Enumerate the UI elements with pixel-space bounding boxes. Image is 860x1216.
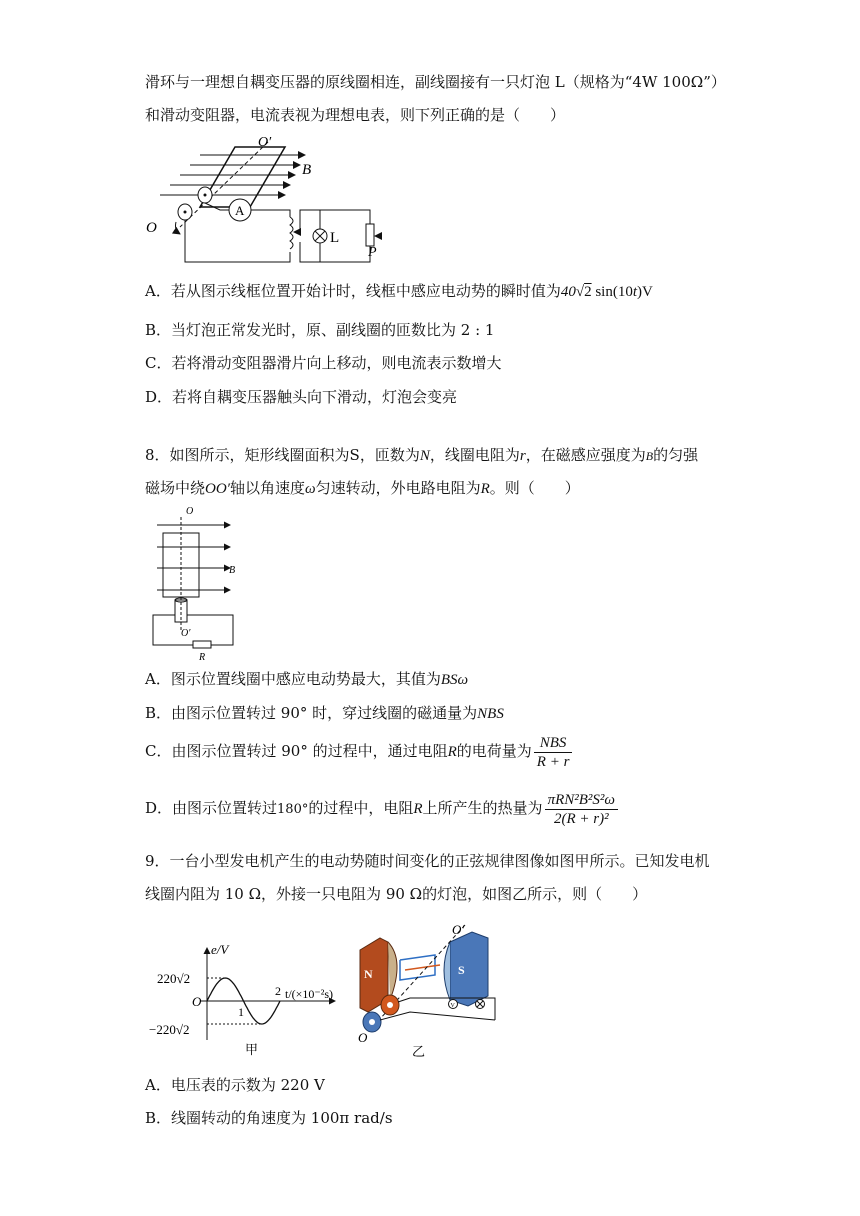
- q7-option-a[interactable]: A．若从图示线框位置开始计时，线框中感应电动势的瞬时值为40√2 sin(10t)V: [145, 282, 653, 300]
- q8-option-c-text: C．由图示位置转过 90° 的过程中，通过电阻: [145, 742, 448, 760]
- q8-stem-text-d: ，在磁感应强度为: [525, 446, 646, 464]
- q9-graph-ytick-neg: −220√2: [149, 1022, 190, 1037]
- q8-stem-omega: ω: [304, 481, 316, 497]
- q7-stem-line2: 和滑动变阻器，电流表视为理想电表，则下列正确的是（ ）: [145, 106, 566, 124]
- q8-stem-text-b: ，匝数为: [359, 446, 420, 464]
- q8-option-c-numerator: NBS: [534, 734, 573, 753]
- q9-graph-ytick-pos: 220√2: [157, 971, 191, 986]
- q8-stem-b: B: [645, 449, 654, 463]
- q9-option-a[interactable]: A．电压表的示数为 220 V: [145, 1076, 325, 1094]
- q8-option-d[interactable]: [145, 790, 620, 828]
- q8-stem-text-f: 磁场中绕: [145, 479, 206, 497]
- q8-stem-text-i: 。则（ ）: [489, 479, 580, 497]
- q7-fig-slider-label: P: [368, 245, 377, 260]
- q8-stem-axis: OO′: [205, 481, 230, 497]
- q8-option-c-denominator: R + r: [536, 753, 570, 770]
- q8-option-c-text2: 的电荷量为: [456, 742, 532, 760]
- q9-fig-label-o-prime: O′: [452, 922, 465, 937]
- q8-option-d-fraction: [545, 791, 618, 828]
- q8-stem-s: S: [349, 446, 360, 464]
- q8-fig-label-r: R: [199, 652, 206, 663]
- q8-figure: [145, 505, 255, 665]
- q7-fig-ammeter-label: A: [235, 203, 245, 218]
- q7-option-a-formula-root: 2: [584, 284, 592, 300]
- q7-option-c[interactable]: C．若将滑动变阻器滑片向上移动，则电流表示数增大: [145, 354, 502, 372]
- q8-option-a[interactable]: [145, 669, 468, 690]
- q8-stem-line1: [145, 445, 698, 466]
- q8-option-c[interactable]: [145, 733, 574, 771]
- q9-fig-label-o: O: [358, 1030, 368, 1045]
- q7-option-a-formula-t: t: [632, 284, 637, 300]
- q9-graph-xtick-1: 1: [238, 1005, 244, 1019]
- q9-stem-line2: 线圈内阻为 10 Ω，外接一只电阻为 90 Ω的灯泡，如图乙所示，则（ ）: [145, 885, 648, 903]
- q8-stem-text-c: ，线圈电阻为: [429, 446, 520, 464]
- q8-option-d-denominator: 2(R + r)²: [553, 810, 609, 827]
- q8-fig-label-o-prime: O′: [181, 628, 191, 639]
- q7-option-a-formula-coef: 40: [560, 284, 576, 300]
- q8-option-a-text: A．图示位置线圈中感应电动势最大，其值为: [145, 670, 441, 688]
- q9-generator-figure: [350, 920, 500, 1060]
- q9-graph-origin: O: [192, 994, 202, 1009]
- q8-stem-text-e: 的匀强: [653, 446, 699, 464]
- q9-stem-line1: 9．一台小型发电机产生的电动势随时间变化的正弦规律图像如图甲所示。已知发电机: [145, 852, 710, 870]
- q9-graph-xlabel: t/(×10⁻²s): [285, 987, 334, 1001]
- q7-option-a-formula-unit: )V: [637, 284, 653, 300]
- q7-option-d[interactable]: D．若将自耦变压器触头向下滑动，灯泡会变亮: [145, 388, 458, 406]
- q8-stem-R: R: [480, 481, 490, 497]
- q7-option-b[interactable]: B．当灯泡正常发光时，原、副线圈的匝数比为 2 : 1: [145, 321, 495, 339]
- q8-option-d-text3: 上所产生的热量为: [422, 799, 543, 817]
- q8-option-c-fraction: [534, 734, 573, 771]
- q9-fig-caption: 乙: [412, 1044, 426, 1059]
- q7-figure: [140, 132, 390, 274]
- q7-option-a-text: A．若从图示线框位置开始计时，线框中感应电动势的瞬时值为: [145, 282, 561, 300]
- q8-option-d-degree: 180°: [277, 802, 309, 817]
- q9-fig-label-s: S: [458, 963, 465, 977]
- q7-fig-label-b: B: [302, 162, 312, 178]
- q9-fig-voltmeter-icon: V: [450, 1003, 455, 1009]
- q7-fig-label-o-prime: O′: [258, 135, 272, 150]
- q9-graph-caption: 甲: [245, 1042, 259, 1057]
- q8-option-b-text: B．由图示位置转过 90° 时，穿过线圈的磁通量为: [145, 704, 478, 722]
- q9-graph-xtick-2: 2: [275, 984, 281, 998]
- q8-stem-text-g: 轴以角速度: [229, 479, 305, 497]
- q8-fig-label-b: B: [229, 565, 236, 576]
- q9-fig-label-n: N: [364, 967, 373, 981]
- q7-fig-lamp-label: L: [330, 230, 340, 246]
- q8-option-c-r: R: [447, 744, 457, 760]
- q8-option-a-value: BSω: [440, 672, 469, 688]
- q7-fig-label-o: O: [146, 220, 157, 236]
- q8-stem-text-h: 匀速转动，外电路电阻为: [315, 479, 481, 497]
- q8-option-d-r: R: [413, 801, 423, 817]
- q9-graph-ylabel: e/V: [211, 942, 229, 957]
- q8-fig-label-o: O: [186, 506, 194, 517]
- q8-option-b[interactable]: [145, 703, 504, 724]
- q8-option-d-numerator: πRN²B²S²ω: [545, 791, 618, 810]
- q8-stem-r: r: [519, 448, 526, 464]
- q7-option-a-formula-sin: sin(10: [591, 284, 633, 300]
- q8-option-d-text: D．由图示位置转过: [145, 799, 278, 817]
- q8-stem-text-a: 8．如图所示，矩形线圈面积为: [145, 446, 350, 464]
- q8-stem-line2: [145, 478, 580, 499]
- q8-option-b-value: NBS: [477, 706, 504, 722]
- q9-option-b[interactable]: B．线圈转动的角速度为 100π rad/s: [145, 1109, 393, 1127]
- q9-graph: [145, 940, 345, 1060]
- q7-stem-line1: 滑环与一理想自耦变压器的原线圈相连，副线圈接有一只灯泡 L（规格为“4W 100Ω”）: [145, 73, 726, 91]
- q8-stem-n: N: [419, 448, 430, 464]
- q8-option-d-text2: 的过程中，电阻: [308, 799, 414, 817]
